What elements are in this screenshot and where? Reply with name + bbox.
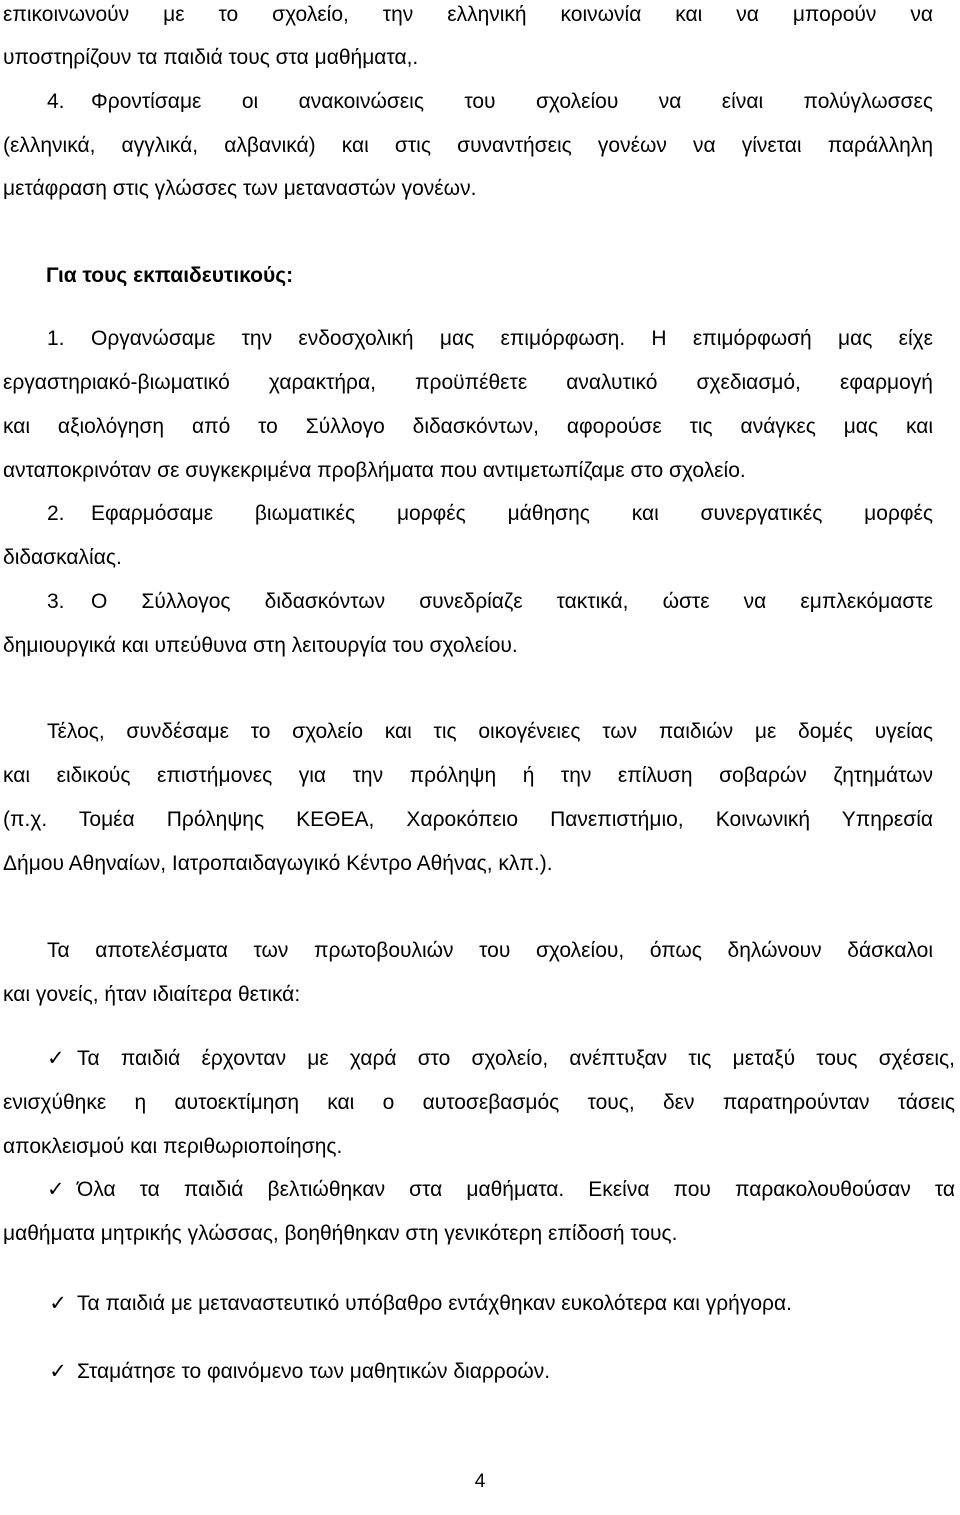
checklist-text: Όλα τα παιδιά βελτιώθηκαν στα μαθήματα. Εκείνα που παρακολουθούσαν τα — [77, 1178, 955, 1201]
checkmark-icon: ✓ — [49, 1360, 67, 1383]
paragraph-line: μετάφραση στις γλώσσες των μεταναστών γονέων. — [3, 177, 477, 200]
paragraph-line: και αξιολόγηση από το Σύλλογο διδασκόντων, αφορούσε τις ανάγκες μας και — [3, 415, 933, 438]
paragraph-line: Δήμου Αθηναίων, Ιατροπαιδαγωγικό Κέντρο Αθήνας, κλπ.). — [3, 852, 553, 875]
paragraph-line: (ελληνικά, αγγλικά, αλβανικά) και στις συναντήσεις γονέων να γίνεται παράλληλη — [3, 134, 933, 157]
list-item-line — [47, 501, 933, 527]
paragraph-line: Τα αποτελέσματα των πρωτοβουλιών του σχολείου, όπως δηλώνουν δάσκαλοι — [47, 939, 933, 962]
list-item-line — [47, 326, 933, 352]
list-item-text: Φροντίσαμε οι ανακοινώσεις του σχολείου να είναι πολύγλωσσες — [91, 90, 933, 113]
list-item-line — [47, 589, 933, 615]
paragraph-line: Τέλος, συνδέσαμε το σχολείο και τις οικογένειες των παιδιών με δομές υγείας — [47, 720, 933, 743]
list-item-text: Ο Σύλλογος διδασκόντων συνεδρίαζε τακτικά, ώστε να εμπλεκόμαστε — [91, 590, 933, 613]
page-number: 4 — [474, 1471, 486, 1492]
paragraph-line: υποστηρίζουν τα παιδιά τους στα μαθήματα,. — [3, 46, 419, 69]
paragraph-line: μαθήματα μητρικής γλώσσας, βοηθήθηκαν στη γενικότερη επίδοσή τους. — [3, 1222, 678, 1245]
checklist-item-line — [47, 1046, 955, 1072]
list-item-text: Οργανώσαμε την ενδοσχολική μας επιμόρφωση. Η επιμόρφωσή μας είχε — [91, 327, 933, 350]
paragraph-line: (π.χ. Τομέα Πρόληψης ΚΕΘΕΑ, Χαροκόπειο Πανεπιστήμιο, Κοινωνική Υπηρεσία — [3, 808, 933, 831]
paragraph-line: δημιουργικά και υπεύθυνα στη λειτουργία του σχολείου. — [3, 634, 518, 657]
section-heading: Για τους εκπαιδευτικούς: — [46, 264, 294, 287]
list-item-line — [47, 89, 933, 115]
checklist-item-line — [47, 1291, 955, 1317]
checklist-item-line — [47, 1359, 955, 1385]
list-number: 1. — [47, 327, 65, 350]
list-number: 2. — [47, 502, 65, 525]
checklist-text: Τα παιδιά με μεταναστευτικό υπόβαθρο εντάχθηκαν ευκολότερα και γρήγορα. — [77, 1292, 792, 1315]
list-number: 4. — [47, 90, 65, 113]
paragraph-line: αποκλεισμού και περιθωριοποίησης. — [3, 1135, 343, 1158]
paragraph-line: και ειδικούς επιστήμονες για την πρόληψη ή την επίλυση σοβαρών ζητημάτων — [3, 764, 933, 787]
paragraph-line: επικοινωνούν με το σχολείο, την ελληνική κοινωνία και να μπορούν να — [3, 3, 933, 26]
list-item-text: Εφαρμόσαμε βιωματικές μορφές μάθησης και συνεργατικές μορφές — [91, 502, 933, 525]
paragraph-line: ανταποκρινόταν σε συγκεκριμένα προβλήματα που αντιμετωπίζαμε στο σχολείο. — [3, 459, 746, 482]
checklist-item-line — [47, 1177, 955, 1203]
list-number: 3. — [47, 590, 65, 613]
checklist-text: Τα παιδιά έρχονταν με χαρά στο σχολείο, ανέπτυξαν τις μεταξύ τους σχέσεις, — [77, 1047, 955, 1070]
checkmark-icon: ✓ — [49, 1292, 67, 1315]
checkmark-icon: ✓ — [47, 1047, 65, 1070]
paragraph-line: διδασκαλίας. — [3, 546, 122, 569]
paragraph-line: ενισχύθηκε η αυτοεκτίμηση και ο αυτοσεβασμός τους, δεν παρατηρούνταν τάσεις — [3, 1091, 955, 1114]
paragraph-line: εργαστηριακό-βιωματικό χαρακτήρα, προϋπέθετε αναλυτικό σχεδιασμό, εφαρμογή — [3, 371, 933, 394]
paragraph-line: και γονείς, ήταν ιδιαίτερα θετικά: — [3, 983, 301, 1006]
checklist-text: Σταμάτησε το φαινόμενο των μαθητικών διαρροών. — [77, 1360, 551, 1383]
checkmark-icon: ✓ — [47, 1178, 65, 1201]
